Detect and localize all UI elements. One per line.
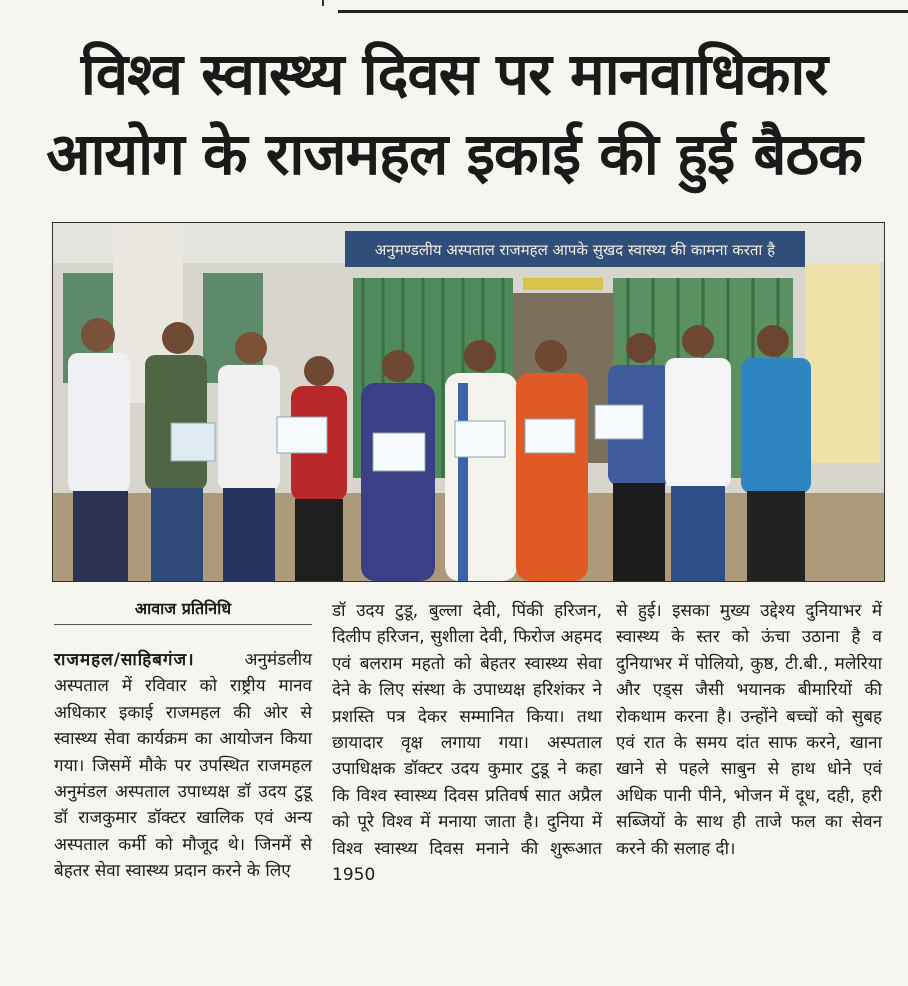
byline: आवाज प्रतिनिधि	[54, 598, 312, 625]
news-photo	[52, 222, 885, 582]
photo-banner-text: अनुमण्डलीय अस्पताल राजमहल आपके सुखद स्वास्थ्य की कामना करता है	[374, 241, 776, 259]
headline	[0, 34, 908, 194]
dateline: राजमहल/साहिबगंज।	[54, 650, 195, 670]
article-column-3	[616, 598, 882, 862]
article-column-2	[332, 598, 602, 888]
top-rule	[338, 10, 908, 13]
headline-line-2: आयोग के राजमहल इकाई की हुई बैठक	[46, 120, 862, 188]
headline-line-1: विश्व स्वास्थ्य दिवस पर मानवाधिकार	[80, 40, 828, 108]
column-3-text: से हुई। इसका मुख्य उद्देश्य दुनियाभर में स्वास्थ्य के स्तर को ऊंचा उठाना है व दुनियाभर में पोलियो, कुष्ठ, टी.बी., मलेरिया और एड्स जैसी भयानक बीमारियों की रोकथाम करना है। उन्होंने बच्चों को सुबह एवं रात के समय दांत साफ करने, खाना खाने से पहले साबुन से हाथ धोने एवं अधिक पानी पीने, भोजन में दूध, दही, हरी सब्जियों के साथ ही ताजे फल का सेवन करने की सलाह दी।	[616, 601, 882, 859]
top-tick	[322, 0, 324, 6]
column-2-text: डॉ उदय टुडू, बुल्ला देवी, पिंकी हरिजन, दिलीप हरिजन, सुशीला देवी, फिरोज अहमद एवं बलराम महतो को बेहतर स्वास्थ्य सेवा देने के लिए संस्था के उपाध्यक्ष हरिशंकर ने प्रशस्ति पत्र देकर सम्मानित किया। तथा छायादार वृक्ष लगाया गया। अस्पताल उपाधिक्षक डॉक्टर उदय कुमार टुडू ने कहा कि विश्व स्वास्थ्य दिवस प्रतिवर्ष सात अप्रैल को पूरे विश्व में मनाया जाता है। दुनिया में विश्व स्वास्थ्य दिवस मनाने की शुरूआत 1950	[332, 601, 602, 886]
article-column-1	[54, 598, 312, 885]
column-1-text: अनुमंडलीय अस्पताल में रविवार को राष्ट्रीय मानव अधिकार इकाई राजमहल की ओर से स्वास्थ्य सेवा कार्यक्रम का आयोजन किया गया। जिसमें मौके पर उपस्थित राजमहल अनुमंडल अस्पताल उपाध्यक्ष डॉ उदय टुडू डॉ राजकुमार डॉक्टर खालिक एवं अन्य अस्पताल कर्मी को मौजूद थे। जिनमें से बेहतर सेवा स्वास्थ्य प्रदान करने के लिए	[54, 650, 312, 882]
